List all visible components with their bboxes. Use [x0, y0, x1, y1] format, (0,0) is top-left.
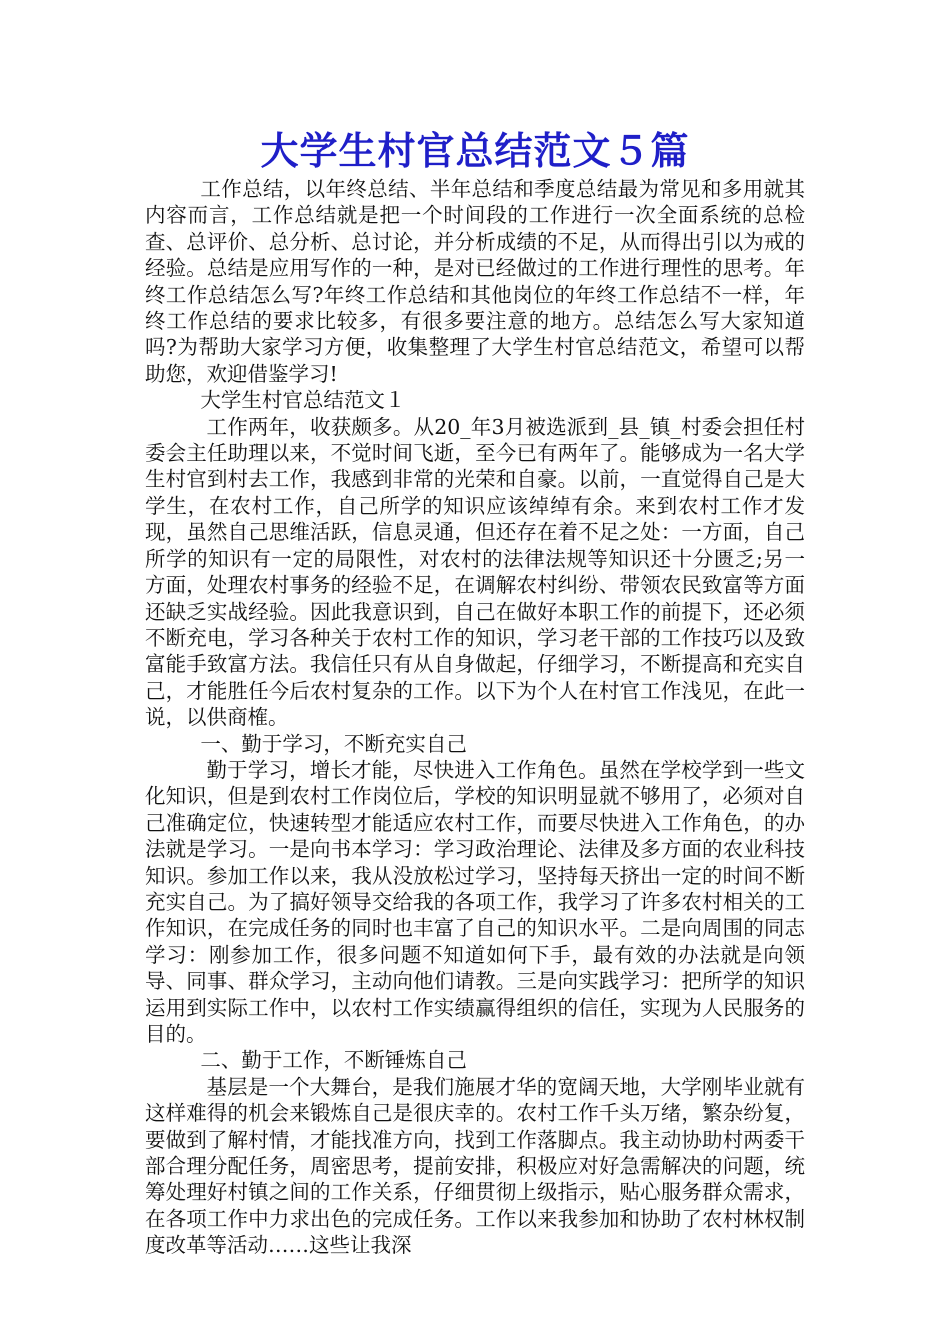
- intro-paragraph: 工作总结，以年终总结、半年总结和季度总结最为常见和多用就其内容而言，工作总结就是把一个时间段的工作进行一次全面系统的总检查、总评价、总分析、总讨论，并分析成绩的不足，从而得出引以为戒的经验。总结是应用写作的一种，是对已经做过的工作进行理性的思考。年终工作总结怎么写?年终工作总结和其他岗位的年终工作总结不一样，年终工作总结的要求比较多，有很多要注意的地方。总结怎么写大家知道吗?为帮助大家学习方便，收集整理了大学生村官总结范文，希望可以帮助您，欢迎借鉴学习!: [145, 177, 805, 386]
- body-paragraph: 基层是一个大舞台，是我们施展才华的宽阔天地，大学刚毕业就有这样难得的机会来锻炼自己是很庆幸的。农村工作千头万绪，繁杂纷复，要做到了解村情，才能找准方向，找到工作落脚点。我主动协助村两委干部合理分配任务，周密思考，提前安排，积极应对好急需解决的问题，统筹处理好村镇之间的工作关系，仔细贯彻上级指示，贴心服务群众需求，在各项工作中力求出色的完成任务。工作以来我参加和协助了农村林权制度改革等活动……这些让我深: [145, 1074, 805, 1258]
- document-body: [145, 176, 805, 1259]
- document-title: 大学生村官总结范文５篇: [260, 128, 690, 173]
- section-heading-sample-1: 大学生村官总结范文１: [200, 388, 406, 413]
- body-paragraph: 工作两年，收获颇多。从20_年3月被选派到_县_镇_村委会担任村委会主任助理以来，不觉时间飞逝，至今已有两年了。能够成为一名大学生村官到村去工作，我感到非常的光荣和自豪。以前，一直觉得自己是大学生，在农村工作，自己所学的知识应该绰绰有余。来到农村工作才发现，虽然自己思维活跃，信息灵通，但还存在着不足之处：一方面，自己所学的知识有一定的局限性，对农村的法律法规等知识还十分匮乏;另一方面，处理农村事务的经验不足，在调解农村纠纷、带领农民致富等方面还缺乏实战经验。因此我意识到，自己在做好本职工作的前提下，还必须不断充电，学习各种关于农村工作的知识，学习老干部的工作技巧以及致富能手致富方法。我信任只有从自身做起，仔细学习，不断提高和充实自己，才能胜任今后农村复杂的工作。以下为个人在村官工作浅见，在此一说，以供商榷。: [145, 414, 805, 730]
- subheading-study: 一、勤于学习，不断充实自己: [200, 731, 467, 756]
- body-paragraph: 勤于学习，增长才能，尽快进入工作角色。虽然在学校学到一些文化知识，但是到农村工作岗位后，学校的知识明显就不够用了，必须对自己准确定位，快速转型才能适应农村工作，而要尽快进入工作角色，的办法就是学习。一是向书本学习：学习政治理论、法律及多方面的农业科技知识。参加工作以来，我从没放松过学习，坚持每天挤出一定的时间不断充实自己。为了搞好领导交给我的各项工作，我学习了许多农村相关的工作知识，在完成任务的同时也丰富了自己的知识水平。二是向周围的同志学习：刚参加工作，很多问题不知道如何下手，最有效的办法就是向领导、同事、群众学习，主动向他们请教。三是向实践学习：把所学的知识运用到实际工作中，以农村工作实绩赢得组织的信任，实现为人民服务的目的。: [145, 757, 805, 1046]
- subheading-work: 二、勤于工作，不断锤炼自己: [200, 1048, 467, 1073]
